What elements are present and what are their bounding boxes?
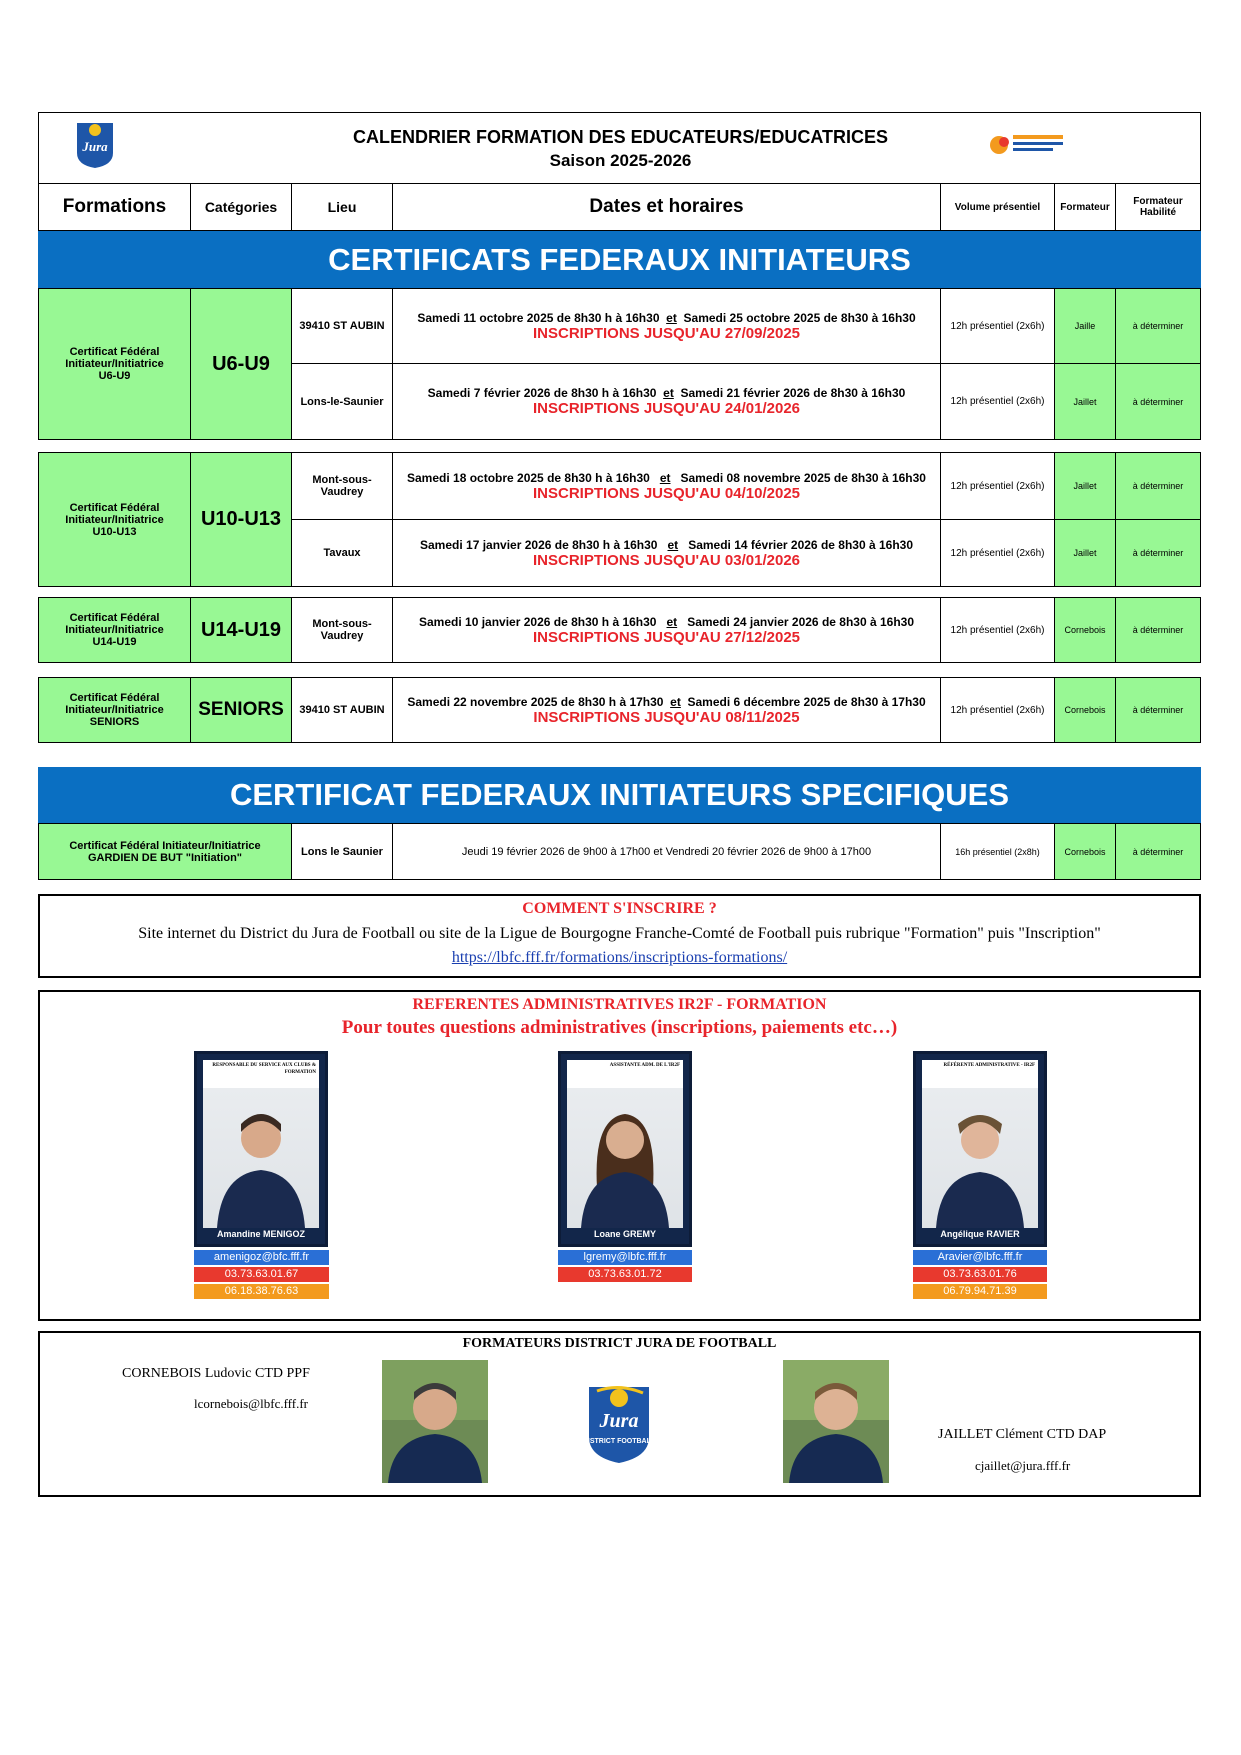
lieu-cell: Tavaux [292, 520, 393, 586]
phone-pill: 03.73.63.01.76 [913, 1267, 1047, 1282]
season-label: Saison 2025-2026 [549, 151, 692, 170]
col-lieu: Lieu [292, 184, 393, 230]
dates-cell: Jeudi 19 février 2026 de 9h00 à 17h00 et Vendredi 20 février 2026 de 9h00 à 17h00 [393, 824, 941, 879]
table-row [292, 289, 1200, 364]
email-pill: lgremy@lbfc.fff.fr [558, 1250, 692, 1265]
inscription-link[interactable]: https://lbfc.fff.fr/formations/inscriptions-formations/ [451, 949, 788, 966]
table-row [292, 598, 1200, 662]
habilite-cell: à déterminer [1116, 678, 1200, 742]
phone-pill: 03.73.63.01.72 [558, 1267, 692, 1282]
volume-cell: 12h présentiel (2x6h) [941, 453, 1055, 519]
category-label: U6-U9 [191, 289, 292, 439]
dates-cell: Samedi 10 janvier 2026 de 8h30 h à 16h30 et Samedi 24 janvier 2026 de 8h30 à 16h30 INSCRIPTIONS JUSQU'AU 27/12/2025 [393, 598, 941, 662]
person-card: RESPONSABLE DU SERVICE AUX CLUBS & FORMATION Amandine MENIGOZ [194, 1051, 328, 1247]
svg-text:Jura: Jura [82, 139, 108, 154]
lieu-cell: Lons le Saunier [292, 824, 393, 879]
inscription-deadline: INSCRIPTIONS JUSQU'AU 03/01/2026 [533, 551, 800, 569]
formateur-right-name: JAILLET Clément CTD DAP [938, 1427, 1107, 1442]
column-header-row [38, 183, 1201, 231]
volume-cell: 12h présentiel (2x6h) [941, 598, 1055, 662]
habilite-cell: à déterminer [1116, 520, 1200, 586]
habilite-cell: à déterminer [1116, 598, 1200, 662]
table-row [292, 453, 1200, 520]
formateur-right-photo [783, 1360, 889, 1483]
inscription-deadline: INSCRIPTIONS JUSQU'AU 08/11/2025 [533, 708, 800, 726]
lieu-cell: 39410 ST AUBIN [292, 289, 393, 363]
dates-cell: Samedi 11 octobre 2025 de 8h30 h à 16h30 et Samedi 25 octobre 2025 de 8h30 à 16h30 INSCRIPTIONS JUSQU'AU 27/09/2025 [393, 289, 941, 363]
svg-text:Jura: Jura [599, 1410, 639, 1432]
email-pill: amenigoz@bfc.fff.fr [194, 1250, 329, 1265]
inscription-deadline: INSCRIPTIONS JUSQU'AU 24/01/2026 [533, 400, 800, 417]
formateur-cell: Cornebois [1055, 824, 1116, 879]
formateur-left-name: CORNEBOIS Ludovic CTD PPF [122, 1366, 310, 1381]
volume-cell: 12h présentiel (2x6h) [941, 364, 1055, 439]
formateur-cell: Jaillet [1055, 364, 1116, 439]
formateurs-box [38, 1331, 1201, 1497]
col-categories: Catégories [191, 184, 292, 230]
group-seniors [38, 677, 1201, 743]
person-photo [567, 1088, 683, 1228]
formateur-cell: Cornebois [1055, 678, 1116, 742]
inscription-title: COMMENT S'INSCRIRE ? [522, 900, 717, 917]
group-u10-u13 [38, 452, 1201, 587]
table-row [292, 678, 1200, 742]
volume-cell: 12h présentiel (2x6h) [941, 289, 1055, 363]
lieu-cell: 39410 ST AUBIN [292, 678, 393, 742]
group-u6-u9 [38, 288, 1201, 440]
inscription-box [38, 894, 1201, 978]
inscription-deadline: INSCRIPTIONS JUSQU'AU 04/10/2025 [533, 484, 800, 502]
table-row [292, 520, 1200, 586]
volume-cell: 12h présentiel (2x6h) [941, 520, 1055, 586]
referentes-subtitle: Pour toutes questions administratives (inscriptions, paiements etc…) [341, 1017, 898, 1038]
district-jura-logo [583, 1381, 655, 1465]
formateur-left-email: lcornebois@lbfc.fff.fr [194, 1396, 309, 1411]
formateur-cell: Jaille [1055, 289, 1116, 363]
referentes-title: REFERENTES ADMINISTRATIVES IR2F - FORMATION [412, 996, 827, 1013]
lieu-cell: Lons-le-Saunier [292, 364, 393, 439]
habilite-cell: à déterminer [1116, 364, 1200, 439]
category-label: U14-U19 [191, 598, 292, 662]
formation-name: Certificat Fédéral Initiateur/Initiatrice SENIORS [39, 678, 191, 742]
section-banner-initiateurs: CERTIFICATS FEDERAUX INITIATEURS [38, 231, 1201, 288]
lbfc-logo [987, 127, 1067, 163]
formation-name: Certificat Fédéral Initiateur/Initiatrice U6-U9 [39, 289, 191, 439]
formateurs-title: FORMATEURS DISTRICT JURA DE FOOTBALL [462, 1336, 777, 1351]
formateur-cell: Jaillet [1055, 520, 1116, 586]
dates-cell: Samedi 18 octobre 2025 de 8h30 h à 16h30 et Samedi 08 novembre 2025 de 8h30 à 16h30 INSCRIPTIONS JUSQU'AU 04/10/2025 [393, 453, 941, 519]
person-card: ASSISTANTE ADM. DE L'IR2F Loane GREMY [558, 1051, 692, 1247]
inscription-deadline: INSCRIPTIONS JUSQU'AU 27/12/2025 [533, 628, 800, 646]
formation-name: Certificat Fédéral Initiateur/Initiatrice U14-U19 [39, 598, 191, 662]
formation-name: Certificat Fédéral Initiateur/Initiatrice U10-U13 [39, 453, 191, 586]
col-volume: Volume présentiel [941, 184, 1055, 230]
col-dates: Dates et horaires [393, 184, 941, 230]
habilite-cell: à déterminer [1116, 824, 1200, 879]
phone-pill: 06.18.38.76.63 [194, 1284, 329, 1299]
header-box [38, 112, 1201, 184]
category-label: SENIORS [191, 678, 292, 742]
dates-cell: Samedi 17 janvier 2026 de 8h30 h à 16h30 et Samedi 14 février 2026 de 8h30 à 16h30 INSCRIPTIONS JUSQU'AU 03/01/2026 [393, 520, 941, 586]
phone-pill: 06.79.94.71.39 [913, 1284, 1047, 1299]
col-formations: Formations [39, 184, 191, 230]
svg-text:DISTRICT FOOTBALL: DISTRICT FOOTBALL [583, 1438, 655, 1445]
person-photo [203, 1088, 319, 1228]
lieu-cell: Mont-sous-Vaudrey [292, 598, 393, 662]
section-banner-specifiques: CERTIFICAT FEDERAUX INITIATEURS SPECIFIQUES [38, 767, 1201, 823]
inscription-deadline: INSCRIPTIONS JUSQU'AU 27/09/2025 [533, 324, 800, 342]
phone-pill: 03.73.63.01.67 [194, 1267, 329, 1282]
volume-cell: 12h présentiel (2x6h) [941, 678, 1055, 742]
lieu-cell: Mont-sous-Vaudrey [292, 453, 393, 519]
formateur-right-email: cjaillet@jura.fff.fr [975, 1458, 1071, 1473]
col-habilite: Formateur Habilité [1133, 196, 1183, 218]
habilite-cell: à déterminer [1116, 453, 1200, 519]
person-card: RÉFÉRENTE ADMINISTRATIVE - IR2F Angélique RAVIER [913, 1051, 1047, 1247]
referentes-box [38, 990, 1201, 1321]
dates-cell: Samedi 7 février 2026 de 8h30 h à 16h30 et Samedi 21 février 2026 de 8h30 à 16h30 INSCRIPTIONS JUSQU'AU 24/01/2026 [393, 364, 941, 439]
group-u14-u19 [38, 597, 1201, 663]
person-photo [922, 1088, 1038, 1228]
habilite-cell: à déterminer [1116, 289, 1200, 363]
inscription-text: Site internet du District du Jura de Football ou site de la Ligue de Bourgogne Franche-Comté de Football puis rubrique "Formation" puis "Inscription" [138, 925, 1101, 942]
formateur-cell: Cornebois [1055, 598, 1116, 662]
email-pill: Aravier@lbfc.fff.fr [913, 1250, 1047, 1265]
page-title: CALENDRIER FORMATION DES EDUCATEURS/EDUCATRICES [352, 127, 888, 147]
dates-cell: Samedi 22 novembre 2025 de 8h30 h à 17h30 et Samedi 6 décembre 2025 de 8h30 à 17h30 INSCRIPTIONS JUSQU'AU 08/11/2025 [393, 678, 941, 742]
col-formateur: Formateur [1055, 184, 1116, 230]
group-gardien [38, 823, 1201, 880]
volume-cell: 16h présentiel (2x8h) [941, 824, 1055, 879]
category-label: U10-U13 [191, 453, 292, 586]
formateur-cell: Jaillet [1055, 453, 1116, 519]
table-row [292, 364, 1200, 439]
formation-name: Certificat Fédéral Initiateur/Initiatrice GARDIEN DE BUT "Initiation" [39, 824, 292, 879]
formateur-left-photo [382, 1360, 488, 1483]
